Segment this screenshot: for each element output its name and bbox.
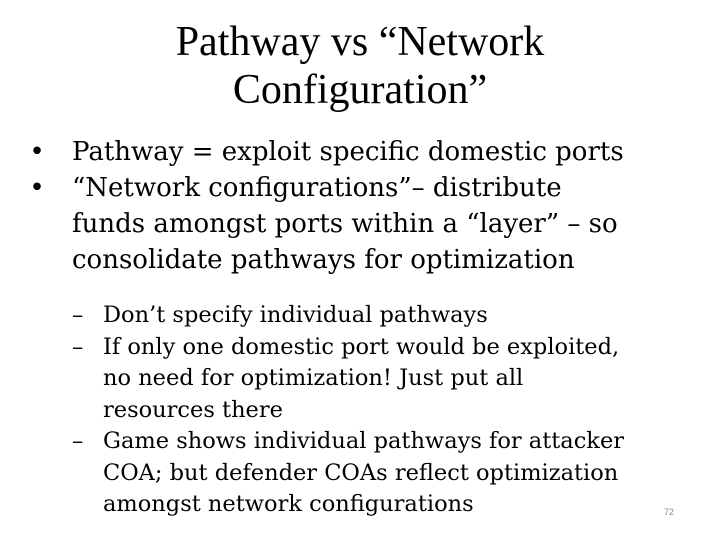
sub-bullet-line: COA; but defender COAs reflect optimization: [103, 459, 619, 486]
bullet-item: [22, 134, 702, 170]
bullet-line: funds amongst ports within a “layer” – so: [72, 209, 618, 239]
bullet-list: [22, 134, 702, 278]
sub-bullet-line: resources there: [103, 396, 283, 423]
title-line: Configuration”: [232, 67, 488, 113]
sub-bullet-item: [72, 300, 672, 332]
bullet-marker: •: [29, 173, 45, 203]
sub-bullet-list: [72, 300, 675, 521]
sub-bullet-item: [72, 426, 675, 521]
sub-bullet-line: If only one domestic port would be exploited,: [103, 333, 620, 360]
bullet-line: consolidate pathways for optimization: [72, 245, 575, 275]
sub-bullet-line: Don’t specify individual pathways: [103, 302, 488, 328]
bullet-line: Pathway = exploit specific domestic ports: [72, 137, 624, 167]
sub-bullet-marker: –: [72, 333, 84, 360]
title-line: Pathway vs “Network: [175, 19, 545, 65]
sub-bullet-marker: –: [72, 428, 84, 454]
slide-title: [0, 18, 720, 114]
bullet-item: [22, 170, 702, 278]
sub-bullet-line: amongst network configurations: [103, 491, 474, 517]
sub-bullet-item: [72, 332, 672, 427]
sub-bullet-marker: –: [72, 302, 84, 328]
slide-number: 72: [664, 507, 675, 517]
bullet-line: “Network configurations”– distribute: [72, 173, 562, 203]
sub-bullet-line: Game shows individual pathways for attacker: [103, 428, 625, 454]
sub-bullet-line: no need for optimization! Just put all: [103, 365, 524, 391]
bullet-marker: •: [29, 137, 45, 167]
